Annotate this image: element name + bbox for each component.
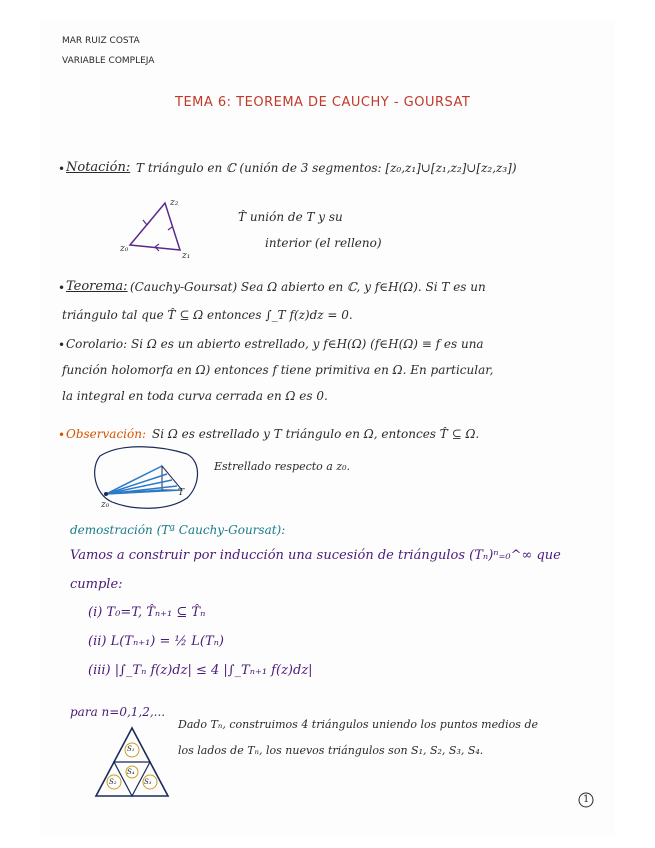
star-z0-label: z₀	[101, 500, 110, 510]
notacion-label: Notación:	[66, 160, 131, 175]
property-ii: (ii) L(Tₙ₊₁) = ½ L(Tₙ)	[88, 634, 224, 649]
teorema-bullet: •	[58, 281, 66, 295]
observacion-text: Si Ω es estrellado y T triángulo en Ω, entonces T̂ ⊆ Ω.	[152, 427, 480, 441]
star-t-label: T	[178, 488, 185, 498]
z0-label: z₀	[120, 244, 129, 254]
teorema-line-1: (Cauchy-Goursat) Sea Ω abierto en ℂ, y f∈H(Ω). Si T es un	[130, 280, 486, 294]
page-number: 1	[583, 794, 590, 805]
para-line: para n=0,1,2,...	[70, 705, 166, 719]
author-name: MAR RUIZ COSTA	[62, 36, 140, 46]
teorema-label: Teorema:	[66, 279, 128, 294]
observacion-label: Observación:	[66, 427, 147, 441]
demostracion-line-1: Vamos a construir por inducción una sucesión de triángulos (Tₙ)ⁿ₌₀^∞ que	[70, 548, 561, 563]
star-caption: Estrellado respecto a z₀.	[214, 460, 351, 473]
hat-description-1: T̂ unión de T y su	[238, 210, 343, 224]
teorema-line-2: triángulo tal que T̂ ⊆ Ω entonces ∫_T f(z)dz = 0.	[62, 308, 353, 322]
dado-line-2: los lados de Tₙ, los nuevos triángulos son S₁, S₂, S₃, S₄.	[178, 744, 484, 757]
page-title: TEMA 6: TEOREMA DE CAUCHY - GOURSAT	[175, 95, 471, 110]
subdivided-triangle-figure	[92, 724, 172, 804]
notacion-text: T triángulo en ℂ (unión de 3 segmentos: [z₀,z₁]∪[z₁,z₂]∪[z₂,z₃])	[136, 161, 517, 175]
s4-label: S₄	[127, 768, 135, 776]
s3-label: S₃	[144, 778, 152, 786]
property-iii: (iii) |∫_Tₙ f(z)dz| ≤ 4 |∫_Tₙ₊₁ f(z)dz|	[88, 663, 313, 678]
s2-label: S₂	[109, 778, 117, 786]
corolario-bullet: •	[58, 338, 66, 352]
corolario-line-1: Corolario: Si Ω es un abierto estrellado, y f∈H(Ω) (f∈H(Ω) ≡ f es una	[66, 337, 484, 351]
hat-description-2: interior (el relleno)	[265, 236, 382, 250]
corolario-line-3: la integral en toda curva cerrada en Ω es 0.	[62, 389, 328, 403]
observacion-bullet: •	[58, 428, 66, 442]
star-region-figure	[92, 446, 212, 516]
demostracion-heading: demostración (Tª Cauchy-Goursat):	[70, 523, 286, 537]
s1-label: S₁	[127, 745, 135, 753]
property-i: (i) T₀=T, T̂ₙ₊₁ ⊆ T̂ₙ	[88, 605, 206, 620]
z1-label: z₁	[182, 251, 191, 261]
demostracion-line-2: cumple:	[70, 577, 123, 592]
corolario-line-2: función holomorfa en Ω) entonces f tiene primitiva en Ω. En particular,	[62, 363, 494, 377]
dado-line-1: Dado Tₙ, construimos 4 triángulos uniendo los puntos medios de	[178, 718, 538, 731]
subject-name: VARIABLE COMPLEJA	[62, 56, 155, 66]
z2-label: z₂	[170, 198, 179, 208]
notacion-bullet: •	[58, 162, 66, 176]
